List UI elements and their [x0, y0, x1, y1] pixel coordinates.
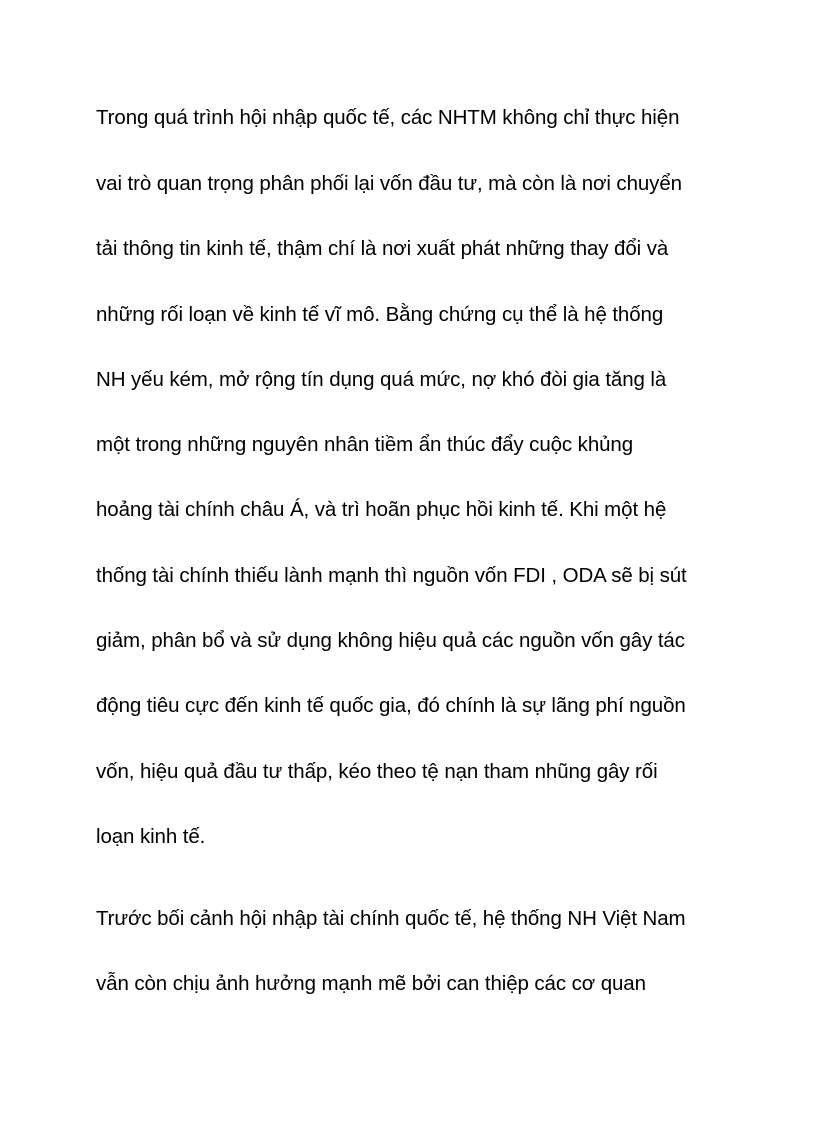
paragraph-1-line-11: vốn, hiệu quả đầu tư thấp, kéo theo tệ nạn tham nhũng gây rối — [96, 760, 658, 783]
paragraph-1-line-4: những rối loạn về kinh tế vĩ mô. Bằng chứng cụ thể là hệ thống — [96, 303, 664, 326]
paragraph-2-line-2: vẫn còn chịu ảnh hưởng mạnh mẽ bởi can thiệp các cơ quan — [96, 972, 646, 995]
paragraph-1-line-12: loạn kinh tế. — [96, 825, 206, 848]
paragraph-1-line-10: động tiêu cực đến kinh tế quốc gia, đó chính là sự lãng phí nguồn — [96, 694, 686, 717]
paragraph-1-line-9: giảm, phân bổ và sử dụng không hiệu quả các nguồn vốn gây tác — [96, 629, 685, 652]
paragraph-2-line-1: Trước bối cảnh hội nhập tài chính quốc tế, hệ thống NH Việt Nam — [96, 907, 686, 930]
paragraph-1-line-6: một trong những nguyên nhân tiềm ẩn thúc đẩy cuộc khủng — [96, 433, 634, 456]
paragraph-1-line-7: hoảng tài chính châu Á, và trì hoãn phục hồi kinh tế. Khi một hệ — [96, 498, 667, 521]
paragraph-1-line-5: NH yếu kém, mở rộng tín dụng quá mức, nợ khó đòi gia tăng là — [96, 368, 667, 391]
paragraph-1-line-8: thống tài chính thiếu lành mạnh thì nguồn vốn FDI , ODA sẽ bị sút — [96, 564, 687, 587]
paragraph-1-line-2: vai trò quan trọng phân phối lại vốn đầu tư, mà còn là nơi chuyển — [96, 172, 682, 195]
paragraph-1-line-3: tải thông tin kinh tế, thậm chí là nơi xuất phát những thay đổi và — [96, 237, 669, 260]
paragraph-1-line-1: Trong quá trình hội nhập quốc tế, các NHTM không chỉ thực hiện — [96, 106, 680, 129]
